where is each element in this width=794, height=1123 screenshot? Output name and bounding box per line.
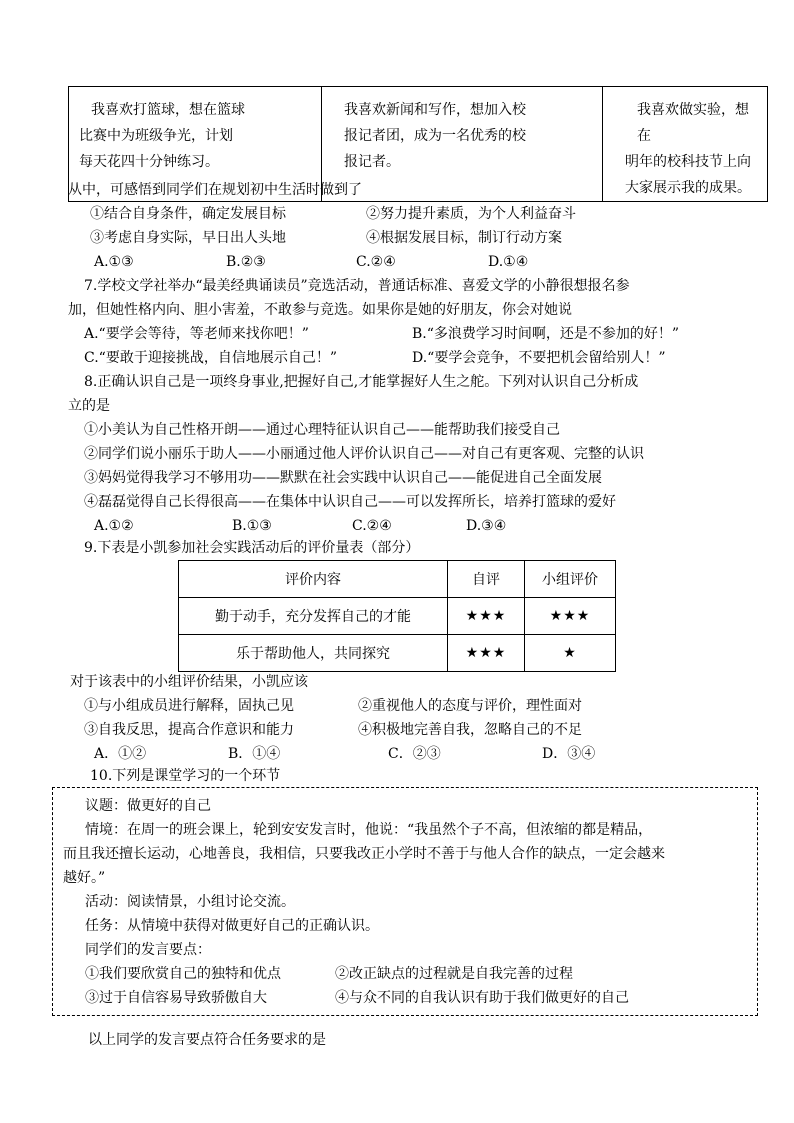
q7-stem-line-2: 加，但她性格内向、胆小害羞，不敢参与竞选。如果你是她的好朋友，你会对她说 xyxy=(68,302,572,318)
q9-after-text: 对于该表中的小组评价结果，小凯应该 xyxy=(70,674,308,690)
q9-statement-2: ②重视他人的态度与评价，理性面对 xyxy=(358,698,582,714)
q7-stem-line-1: 7.学校文学社举办“最美经典诵读员”竞选活动，普通话标准、喜爱文学的小静很想报名参 xyxy=(84,278,630,294)
q9-statement-4: ④积极地完善自我，忽略自己的不足 xyxy=(358,722,582,738)
q8-statement-4: ④磊磊觉得自己长得很高——在集体中认识自己——可以发挥所长，培养打篮球的爱好 xyxy=(84,494,616,510)
classroom-activity-box xyxy=(52,787,758,1016)
activity-topic: 议题：做更好的自己 xyxy=(85,798,211,814)
q9-stem: 9.下表是小凯参加社会实践活动后的评价量表（部分） xyxy=(84,540,420,556)
plan-cell-journalism: 我喜欢新闻和写作，想加入校 报记者团，成为一名优秀的校 报记者。 xyxy=(322,87,603,202)
q7-option-d: D.“要学会竞争，不要把机会留给别人！” xyxy=(412,350,666,366)
q9-option-a: A．①② xyxy=(94,746,147,762)
star-rating: ★ xyxy=(525,635,616,672)
q8-statement-1: ①小美认为自己性格开朗——通过心理特征认识自己——能帮助我们接受自己 xyxy=(84,422,560,438)
q6-option-b: B.②③ xyxy=(226,254,266,270)
q8-option-b: B.①③ xyxy=(232,518,272,534)
q8-option-d: D.③④ xyxy=(466,518,507,534)
q6-statement-1: ①结合自身条件，确定发展目标 xyxy=(90,206,286,222)
table-header-cell: 小组评价 xyxy=(525,561,616,598)
q8-statement-3: ③妈妈觉得我学习不够用功——默默在社会实践中认识自己——能促进自己全面发展 xyxy=(84,470,602,486)
q8-statement-2: ②同学们说小丽乐于助人——小丽通过他人评价认识自己——对自己有更客观、完整的认识 xyxy=(84,446,644,462)
q8-stem-line-2: 立的是 xyxy=(68,398,110,414)
q8-option-a: A.①② xyxy=(94,518,134,534)
q9-statement-1: ①与小组成员进行解释，固执己见 xyxy=(84,698,294,714)
q10-stem: 10.下列是课堂学习的一个环节 xyxy=(90,768,281,784)
activity-context-line-3: 越好。” xyxy=(63,870,106,886)
table-cell: 勤于动手，充分发挥自己的才能 xyxy=(179,598,448,635)
star-rating: ★★★ xyxy=(448,635,525,672)
q9-option-d: D．③④ xyxy=(542,746,596,762)
point-2: ②改正缺点的过程就是自我完善的过程 xyxy=(335,966,573,982)
table-header-cell: 评价内容 xyxy=(179,561,448,598)
q9-statement-3: ③自我反思，提高合作意识和能力 xyxy=(84,722,294,738)
activity-task: 任务：从情境中获得对做更好自己的正确认识。 xyxy=(85,918,379,934)
q6-option-a: A.①③ xyxy=(94,254,134,270)
q10-question: 以上同学的发言要点符合任务要求的是 xyxy=(88,1032,326,1048)
activity-description: 活动：阅读情景，小组讨论交流。 xyxy=(85,894,295,910)
plan-cell-basketball: 我喜欢打篮球，想在篮球 比赛中为班级争光，计划 每天花四十分钟练习。 xyxy=(69,87,322,202)
points-title: 同学们的发言要点： xyxy=(85,942,211,958)
point-3: ③过于自信容易导致骄傲自大 xyxy=(85,990,267,1006)
q7-option-b: B.“多浪费学习时间啊，还是不参加的好！” xyxy=(412,326,680,342)
activity-context-line-1: 情境：在周一的班会课上，轮到安安发言时，他说：“我虽然个子不高，但浓缩的都是精品， xyxy=(85,822,653,838)
q8-option-c: C.②④ xyxy=(352,518,392,534)
table-header-row xyxy=(179,561,616,598)
q6-statement-4: ④根据发展目标，制订行动方案 xyxy=(366,230,562,246)
q6-option-d: D.①④ xyxy=(488,254,529,270)
q9-option-c: C．②③ xyxy=(388,746,441,762)
q6-stem: 从中，可感悟到同学们在规划初中生活时做到了 xyxy=(68,182,362,198)
point-4: ④与众不同的自我认识有助于我们做更好的自己 xyxy=(335,990,629,1006)
activity-context-line-2: 而且我还擅长运动，心地善良，我相信，只要我改正小学时不善于与他人合作的缺点，一定会越来 xyxy=(63,846,665,862)
q7-option-a: A.“要学会等待，等老师来找你吧！” xyxy=(84,326,309,342)
plan-cell-experiment: 我喜欢做实验，想在 明年的校科技节上向 大家展示我的成果。 xyxy=(603,87,768,202)
q8-stem-line-1: 8.正确认识自己是一项终身事业,把握好自己,才能掌握好人生之舵。下列对认识自己分析成 xyxy=(84,374,639,390)
q6-statement-2: ②努力提升素质，为个人利益奋斗 xyxy=(366,206,576,222)
table-header-cell: 自评 xyxy=(448,561,525,598)
point-1: ①我们要欣赏自己的独特和优点 xyxy=(85,966,281,982)
q6-statement-3: ③考虑自身实际，早日出人头地 xyxy=(90,230,286,246)
table-row xyxy=(179,635,616,672)
table-row xyxy=(179,598,616,635)
q6-option-c: C.②④ xyxy=(356,254,396,270)
evaluation-table xyxy=(178,560,616,672)
star-rating: ★★★ xyxy=(525,598,616,635)
q7-option-c: C.“要敢于迎接挑战，自信地展示自己！” xyxy=(84,350,337,366)
table-cell: 乐于帮助他人，共同探究 xyxy=(179,635,448,672)
star-rating: ★★★ xyxy=(448,598,525,635)
q9-option-b: B．①④ xyxy=(228,746,281,762)
